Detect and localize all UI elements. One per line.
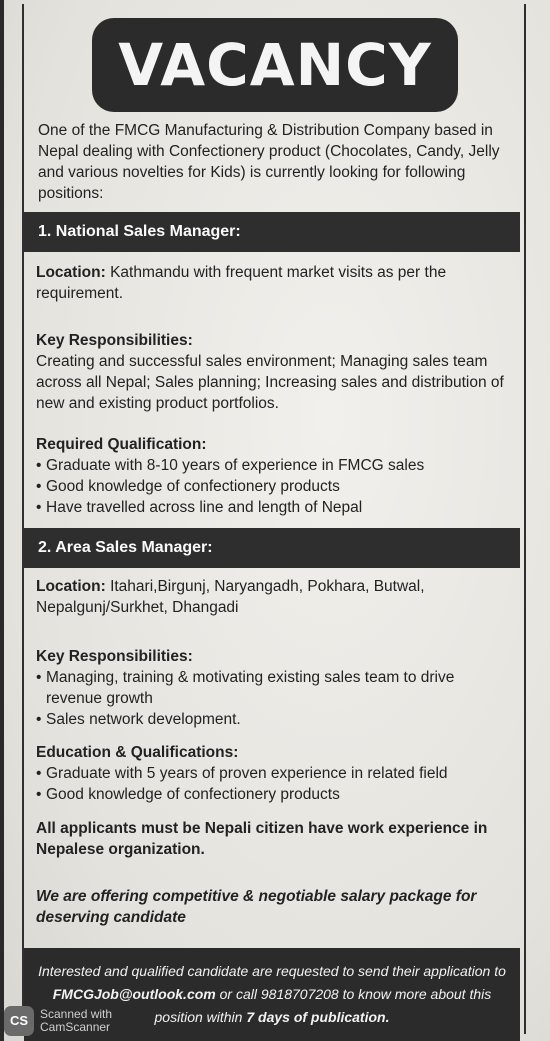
list-item: • Good knowledge of confectionery products	[36, 784, 512, 805]
list-item: • Sales network development.	[36, 709, 512, 730]
responsibilities-label: Key Responsibilities:	[36, 332, 193, 349]
camscanner-watermark	[0, 1000, 164, 1041]
contact-email[interactable]: FMCGJob@outlook.com	[52, 986, 216, 1002]
footer-position-text: position within	[154, 1009, 243, 1025]
location-value: Kathmandu with frequent market visits as per the requirement.	[36, 264, 447, 302]
camscanner-logo-icon: CS	[4, 1006, 34, 1036]
ad-title: VACANCY	[118, 31, 432, 99]
list-item: • Graduate with 8-10 years of experience in FMCG sales	[36, 455, 512, 476]
location-value: Itahari,Birgunj, Naryangadh, Pokhara, Butwal, Nepalgunj/Surkhet, Dhangadi	[36, 578, 425, 616]
position-1-heading: 1. National Sales Manager:	[24, 212, 520, 252]
citizen-requirement: All applicants must be Nepali citizen have work experience in Nepalese organization.	[36, 820, 488, 858]
location-label: Location:	[36, 264, 106, 281]
position-1-location	[36, 262, 512, 304]
footer-line-1: Interested and qualified candidate are requested to send their application to	[38, 963, 506, 979]
position-2-heading: 2. Area Sales Manager:	[24, 528, 520, 568]
deadline: 7 days of publication.	[246, 1009, 390, 1025]
position-2-location	[36, 576, 512, 618]
watermark-line-2: CamScanner	[40, 1019, 111, 1034]
intro-paragraph: One of the FMCG Manufacturing & Distribution Company based in Nepal dealing with Confectionery product (Chocolates, Candy, Jelly and various novelties for Kids) is currently looking for following positions:	[38, 122, 500, 202]
position-2-qualifications	[36, 742, 512, 805]
qualification-label: Required Qualification:	[36, 436, 207, 453]
position-1-qualifications	[36, 434, 512, 518]
footer-call-text: or call 9818707208 to know more about this	[219, 986, 492, 1002]
list-item: • Have travelled across line and length of Nepal	[36, 497, 512, 518]
responsibilities-label: Key Responsibilities:	[36, 648, 193, 665]
title-banner	[92, 18, 458, 112]
salary-note: We are offering competitive & negotiable salary package for deserving candidate	[36, 888, 477, 926]
watermark-line-1: Scanned with	[40, 1006, 113, 1021]
responsibilities-text: Creating and successful sales environment; Managing sales team across all Nepal; Sales planning; Increasing sales and distribution of new and existing product portfolios.	[36, 353, 504, 412]
list-item: • Good knowledge of confectionery products	[36, 476, 512, 497]
list-item: • Managing, training & motivating existing sales team to drive revenue growth	[36, 667, 512, 709]
column-divider	[0, 0, 4, 1041]
position-2-responsibilities	[36, 646, 512, 730]
position-1-responsibilities	[36, 330, 512, 414]
location-label: Location:	[36, 578, 106, 595]
list-item: • Graduate with 5 years of proven experience in related field	[36, 763, 512, 784]
qualification-label: Education & Qualifications:	[36, 744, 239, 761]
